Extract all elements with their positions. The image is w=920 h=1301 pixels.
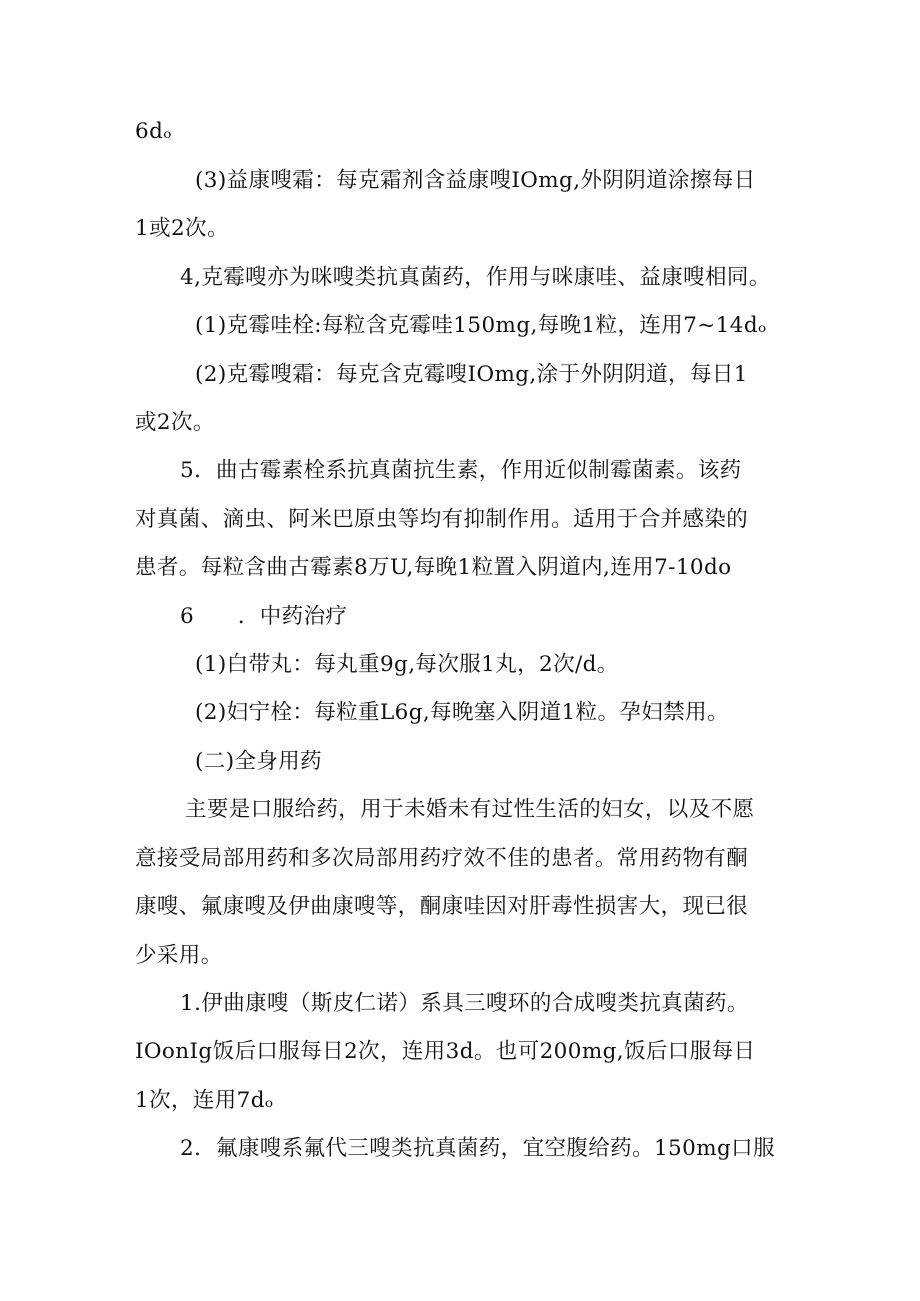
text-line: (2)克霉嗖霜：每克含克霉嗖IOmg,涂于外阴阴道，每日1 (195, 362, 748, 387)
text-line: 主要是口服给药，用于未婚未有过性生活的妇女，以及不愿 (185, 797, 755, 822)
text-line: 1或2次。 (135, 216, 229, 241)
text-line: 2．氟康嗖系氟代三嗖类抗真菌药，宜空腹给药。150mg口服 (180, 1136, 775, 1161)
text-line: 意接受局部用药和多次局部用药疗效不佳的患者。常用药物有酮 (135, 846, 749, 871)
text-line: (1)白带丸：每丸重9g,每次服1丸，2次/d。 (195, 652, 619, 677)
text-line: 6dₒ (135, 119, 172, 144)
text-line: 患者。每粒含曲古霉素8万U,每晚1粒置入阴道内,连用7-10do (135, 555, 732, 580)
text-line: (1)克霉哇栓:每粒含克霉哇150mg,每晚1粒，连用7~14dₒ (195, 313, 767, 338)
section-heading: 6 ．中药治疗 (180, 604, 348, 629)
text-line: (2)妇宁栓：每粒重L6g,每晚塞入阴道1粒。孕妇禁用。 (195, 700, 729, 725)
text-line: 1次，连用7dₒ (135, 1088, 274, 1113)
text-line: 少采用。 (135, 943, 223, 968)
text-line: IOonIg饭后口服每日2次，连用3d。也可200mg,饭后口服每日 (135, 1039, 756, 1064)
text-line: 或2次。 (135, 410, 215, 435)
section-heading: (二)全身用药 (195, 749, 323, 774)
text-line: 对真菌、滴虫、阿米巴原虫等均有抑制作用。适用于合并感染的 (135, 507, 749, 532)
text-line: 5．曲古霉素栓系抗真菌抗生素，作用近似制霉菌素。该药 (180, 458, 742, 483)
text-line: 1.伊曲康嗖（斯皮仁诺）系具三嗖环的合成嗖类抗真菌药。 (180, 991, 749, 1016)
text-line: (3)益康嗖霜：每克霜剂含益康嗖IOmg,外阴阴道涂擦每日 (195, 168, 756, 193)
text-line: 4,克霉嗖亦为咪嗖类抗真菌药，作用与咪康哇、益康嗖相同。 (180, 265, 771, 290)
text-line: 康嗖、氟康嗖及伊曲康嗖等，酮康哇因对肝毒性损害大，现已很 (135, 894, 749, 919)
